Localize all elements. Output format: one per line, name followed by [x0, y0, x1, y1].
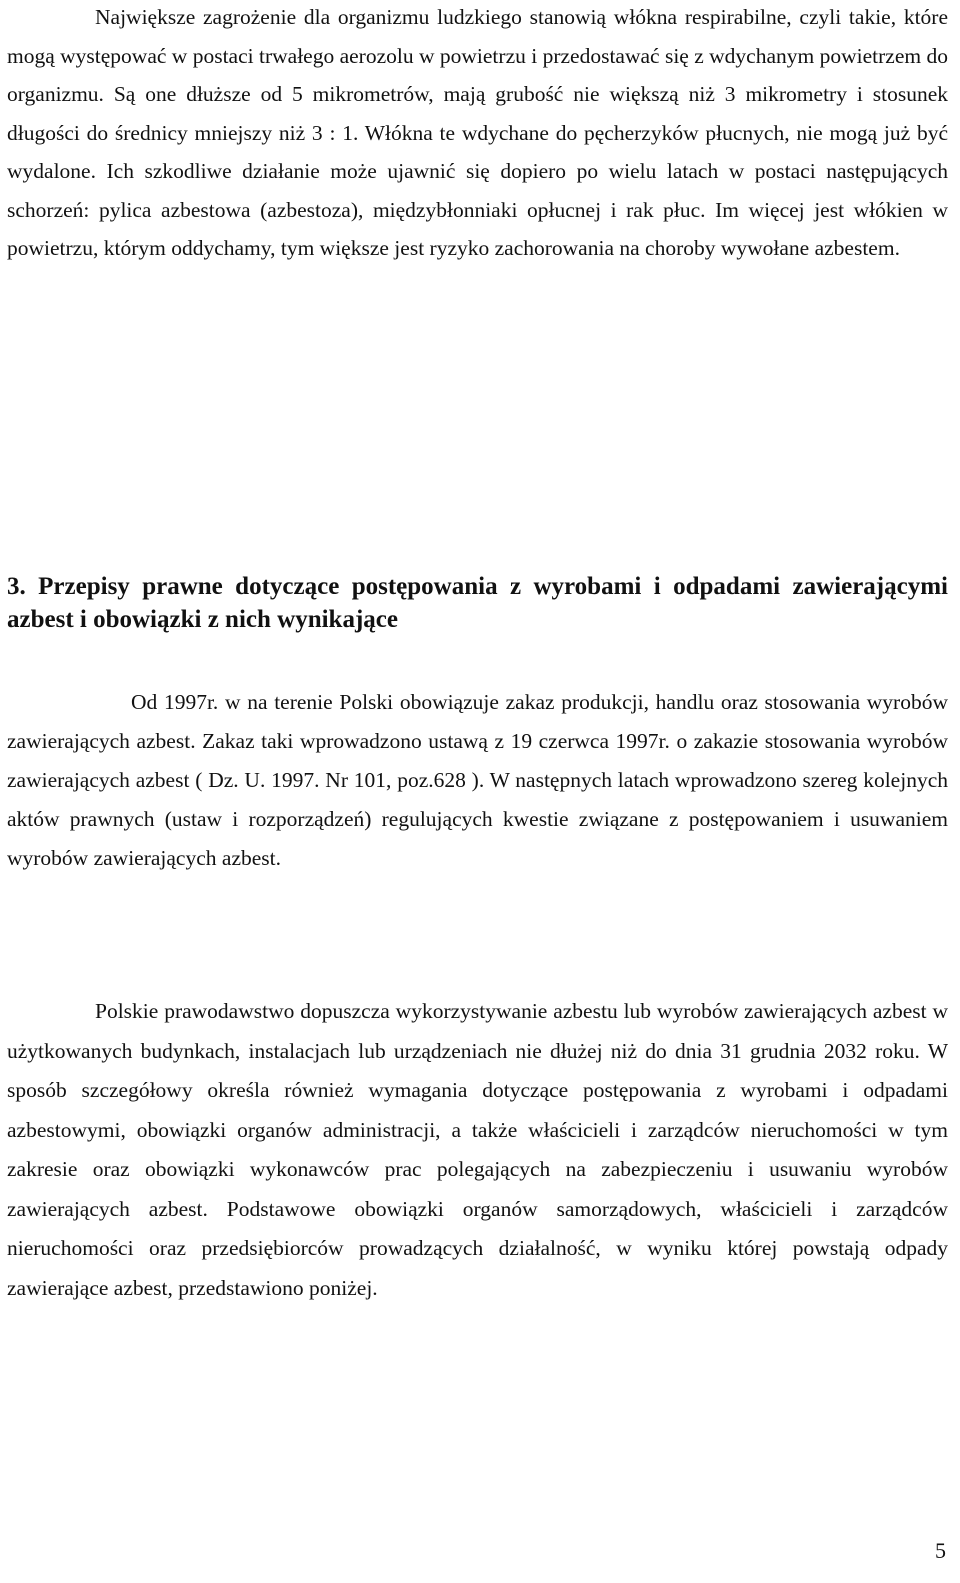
paragraph-health-risks: Największe zagrożenie dla organizmu ludzkiego stanowią włókna respirabilne, czyli takie, które mogą występować w postaci trwałego aerozolu w powietrzu i przedostawać się z wdychanym powietrzem do organizmu. Są one dłuższe od 5 mikrometrów, mają grubość nie większą niż 3 mikrometry i stosunek długości do średnicy mniejszy niż 3 : 1. Włókna te wdychane do pęcherzyków płucnych, nie mogą już być wydalone. Ich szkodliwe działanie może ujawnić się dopiero po wielu latach w postaci następujących schorzeń: pylica azbestowa (azbestoza), międzybłonniaki opłucnej i rak płuc. Im więcej jest włókien w powietrzu, którym oddychamy, tym większe jest ryzyko zachorowania na choroby wywołane azbestem. — [7, 5, 948, 260]
paragraph-legislation: Polskie prawodawstwo dopuszcza wykorzystywanie azbestu lub wyrobów zawierających azbest w użytkowanych budynkach, instalacjach lub urządzeniach nie dłużej niż do dnia 31 grudnia 2032 roku. W sposób szczegółowy określa również wymagania dotyczące postępowania z wyrobami i odpadami azbestowymi, obowiązki organów administracji, a także właścicieli i zarządców nieruchomości w tym zakresie oraz obowiązki wykonawców prac polegających na zabezpieczeniu i usuwaniu wyrobów zawierających azbest. Podstawowe obowiązki organów samorządowych, właścicieli i zarządców nieruchomości oraz przedsiębiorców prowadzących działalność, w wyniku której powstają odpady zawierające azbest, przedstawiono poniżej. — [7, 999, 948, 1300]
paragraph-legal-ban: Od 1997r. w na terenie Polski obowiązuje zakaz produkcji, handlu oraz stosowania wyrobów zawierających azbest. Zakaz taki wprowadzono ustawą z 19 czerwca 1997r. o zakazie stosowania wyrobów zawierających azbest ( Dz. U. 1997. Nr 101, poz.628 ). W następnych latach wprowadzono szereg kolejnych aktów prawnych (ustaw i rozporządzeń) regulujących kwestie związane z postępowaniem i usuwaniem wyrobów zawierających azbest. — [7, 690, 948, 870]
page-number: 5 — [935, 1538, 946, 1563]
section-heading: 3. Przepisy prawne dotyczące postępowania z wyrobami i odpadami zawierającymi azbest i obowiązki z nich wynikające — [7, 573, 948, 633]
